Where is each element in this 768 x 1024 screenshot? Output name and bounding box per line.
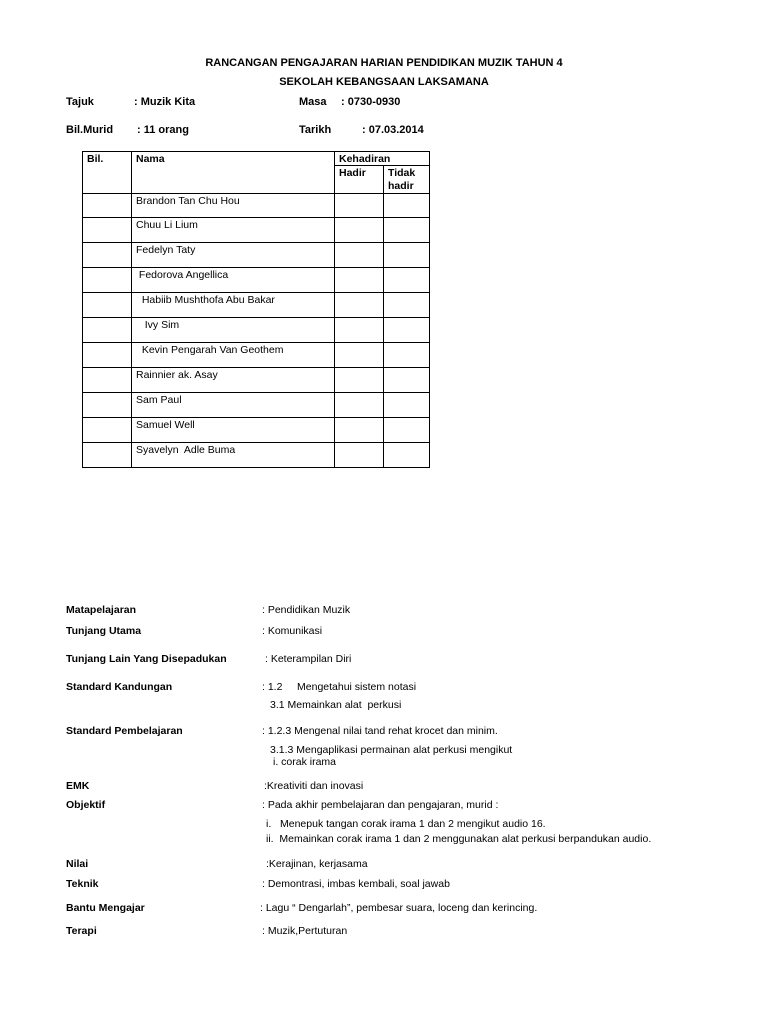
table-row [83,443,430,468]
table-row [83,293,430,318]
hadir-cell [335,318,384,343]
tidak-hadir-cell [384,243,430,268]
teknik-label: Teknik [66,878,99,890]
standard-kandungan-value: : 1.2 Mengetahui sistem notasi [262,681,417,693]
bilmurid-label: Bil.Murid [66,124,114,136]
tidak-hadir-cell [384,293,430,318]
attendance-table [82,151,430,468]
hadir-cell [335,343,384,368]
table-row [83,318,430,343]
tunjang-lain-label: Tunjang Lain Yang Disepadukan [66,653,227,665]
bantu-mengajar-value: : Lagu “ Dengarlah”, pembesar suara, loceng dan kerincing. [260,902,538,914]
student-name: Habiib Mushthofa Abu Bakar [132,293,335,318]
hadir-cell [335,418,384,443]
tajuk-value: : Muzik Kita [134,96,196,108]
col-tidak-hadir-header [384,166,430,194]
student-name: Chuu Li Lium [132,218,335,243]
table-row [83,393,430,418]
bil-cell [83,318,132,343]
student-name: Rainnier ak. Asay [132,368,335,393]
student-name: Syavelyn Adle Buma [132,443,335,468]
objektif-item-2: ii. Memainkan corak irama 1 dan 2 menggunakan alat perkusi berpandukan audio. [266,833,652,845]
student-name: Kevin Pengarah Van Geothem [132,343,335,368]
student-name: Fedelyn Taty [132,243,335,268]
tarikh-value: : 07.03.2014 [362,124,424,136]
objektif-label: Objektif [66,799,106,811]
table-row [83,368,430,393]
objektif-value: : Pada akhir pembelajaran dan pengajaran, murid : [262,799,499,811]
document-title: RANCANGAN PENGAJARAN HARIAN PENDIDIKAN MUZIK TAHUN 4 [205,57,563,69]
hadir-cell [335,194,384,218]
table-row [83,194,430,218]
tarikh-label: Tarikh [299,124,332,136]
table-row [83,268,430,293]
bil-cell [83,418,132,443]
col-hadir2-label: hadir [388,180,414,192]
nilai-label: Nilai [66,858,89,870]
matapelajaran-label: Matapelajaran [66,604,137,616]
col-kehadiran-label: Kehadiran [339,153,391,165]
standard-pembelajaran-label: Standard Pembelajaran [66,725,183,737]
standard-pembelajaran-value: : 1.2.3 Mengenal nilai tand rehat krocet dan minim. [262,725,498,737]
bil-cell [83,368,132,393]
tidak-hadir-cell [384,318,430,343]
emk-value: :Kreativiti dan inovasi [264,780,364,792]
masa-value: : 0730-0930 [341,96,401,108]
table-row [83,218,430,243]
student-name: Sam Paul [132,393,335,418]
standard-pembelajaran-value-3: i. corak irama [273,756,337,768]
tunjang-utama-value: : Komunikasi [262,625,323,637]
bantu-mengajar-label: Bantu Mengajar [66,902,145,914]
student-name: Brandon Tan Chu Hou [132,194,335,218]
tidak-hadir-cell [384,418,430,443]
col-hadir-header [335,166,384,194]
teknik-value: : Demontrasi, imbas kembali, soal jawab [262,878,450,890]
student-name: Samuel Well [132,418,335,443]
bil-cell [83,243,132,268]
bil-cell [83,194,132,218]
table-row [83,418,430,443]
table-row [83,343,430,368]
nilai-value: :Kerajinan, kerjasama [266,858,368,870]
hadir-cell [335,293,384,318]
bil-cell [83,443,132,468]
bil-cell [83,293,132,318]
col-nama-header [132,152,335,194]
table-row [83,243,430,268]
standard-kandungan-value-2: 3.1 Memainkan alat perkusi [270,699,402,711]
tidak-hadir-cell [384,368,430,393]
hadir-cell [335,243,384,268]
col-kehadiran-header [335,152,430,166]
tunjang-utama-label: Tunjang Utama [66,625,142,637]
objektif-item-1: i. Menepuk tangan corak irama 1 dan 2 mengikut audio 16. [266,818,546,830]
masa-label: Masa [299,96,327,108]
tajuk-label: Tajuk [66,96,94,108]
tidak-hadir-cell [384,443,430,468]
terapi-value: : Muzik,Pertuturan [262,925,348,937]
col-bil-label: Bil. [87,153,104,165]
school-name: SEKOLAH KEBANGSAAN LAKSAMANA [279,76,489,88]
col-bil-header [83,152,132,194]
student-name: Ivy Sim [132,318,335,343]
col-nama-label: Nama [136,153,165,165]
col-hadir-label: Hadir [339,167,366,179]
hadir-cell [335,393,384,418]
bil-cell [83,218,132,243]
terapi-label: Terapi [66,925,97,937]
standard-pembelajaran-value-2: 3.1.3 Mengaplikasi permainan alat perkusi mengikut [270,744,513,756]
col-tidak-label: Tidak [388,167,416,179]
bil-cell [83,393,132,418]
hadir-cell [335,443,384,468]
tidak-hadir-cell [384,218,430,243]
bilmurid-value: : 11 orang [137,124,189,136]
hadir-cell [335,368,384,393]
standard-kandungan-label: Standard Kandungan [66,681,173,693]
table-header-row [83,152,430,166]
tidak-hadir-cell [384,194,430,218]
hadir-cell [335,218,384,243]
bil-cell [83,268,132,293]
tunjang-lain-value: : Keterampilan Diri [265,653,352,665]
bil-cell [83,343,132,368]
student-name: Fedorova Angellica [132,268,335,293]
emk-label: EMK [66,780,90,792]
tidak-hadir-cell [384,393,430,418]
tidak-hadir-cell [384,268,430,293]
matapelajaran-value: : Pendidikan Muzik [262,604,351,616]
hadir-cell [335,268,384,293]
tidak-hadir-cell [384,343,430,368]
